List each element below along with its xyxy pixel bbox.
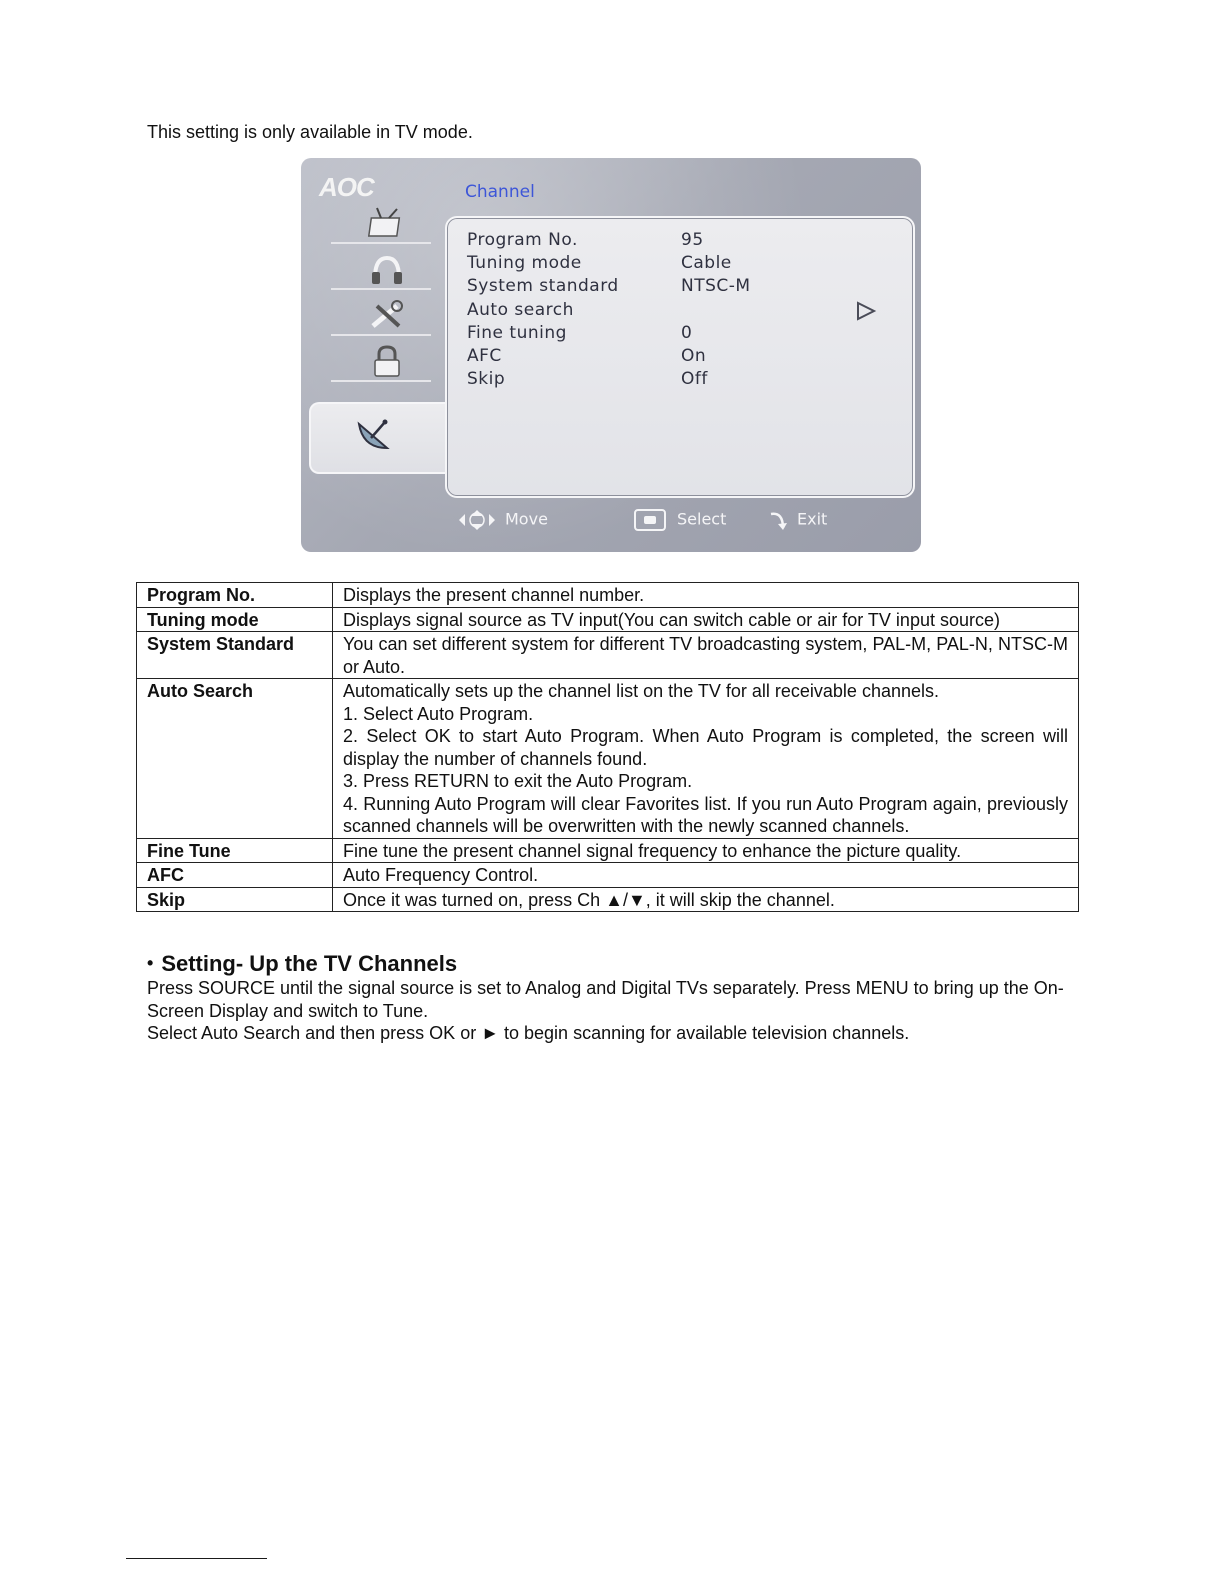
lock-icon <box>367 344 407 378</box>
term-cell: Skip <box>137 887 333 912</box>
side-tab-channel-selected[interactable] <box>309 402 461 474</box>
table-row <box>137 679 1079 839</box>
term-cell: System Standard <box>137 632 333 679</box>
settings-description-table <box>136 582 1079 912</box>
side-tab-sound[interactable] <box>331 248 431 290</box>
definition-cell: Displays the present channel number. <box>333 583 1079 608</box>
term-cell: Tuning mode <box>137 607 333 632</box>
term-cell: AFC <box>137 863 333 888</box>
osd-menu-title: Channel <box>465 182 535 202</box>
move-arrows-icon <box>457 508 497 532</box>
intro-text: This setting is only available in TV mode. <box>147 122 473 142</box>
footer-divider <box>126 1558 267 1559</box>
definition-cell: You can set different system for different TV broadcasting system, PAL-M, PAL-N, NTSC-M or Auto. <box>333 632 1079 679</box>
ok-button-icon <box>633 508 669 532</box>
table-row <box>137 583 1079 608</box>
definition-cell: Auto Frequency Control. <box>333 863 1079 888</box>
side-tab-picture[interactable] <box>331 202 431 244</box>
bullet: • <box>147 953 154 973</box>
hint-exit: Exit <box>767 508 827 532</box>
term-cell: Fine Tune <box>137 838 333 863</box>
side-tab-setup[interactable] <box>331 294 431 336</box>
tv-icon <box>367 206 407 240</box>
term-cell: Auto Search <box>137 679 333 839</box>
section-paragraph-1: Press SOURCE until the signal source is set to Analog and Digital TVs separately. Press MENU to bring up the On-Screen Display and switch to Tune. <box>147 978 1064 1021</box>
osd-screenshot <box>301 158 921 552</box>
section-paragraph-2: Select Auto Search and then press OK or ► to begin scanning for available television channels. <box>147 1023 910 1043</box>
table-row <box>137 607 1079 632</box>
return-arrow-icon <box>767 508 789 532</box>
satellite-dish-icon <box>353 416 393 456</box>
table-row <box>137 632 1079 679</box>
hint-move: Move <box>457 508 548 532</box>
headphones-icon <box>367 252 407 286</box>
table-row <box>137 863 1079 888</box>
definition-cell: Automatically sets up the channel list on the TV for all receivable channels. 1. Select Auto Program. 2. Select OK to start Auto Program. When Auto Program is completed, the screen will display the number of channels found. 3. Press RETURN to exit the Auto Program. 4. Running Auto Program will clear Favorites list. If you run Auto Program again, previously scanned channels will be overwritten with the newly scanned channels. <box>333 679 1079 839</box>
section-heading: • Setting- Up the TV Channels <box>147 951 458 976</box>
definition-cell: Fine tune the present channel signal frequency to enhance the picture quality. <box>333 838 1079 863</box>
table-row <box>137 838 1079 863</box>
aoc-logo: AOC <box>319 172 374 202</box>
definition-cell: Once it was turned on, press Ch ▲/▼, it will skip the channel. <box>333 887 1079 912</box>
tools-icon <box>367 298 407 332</box>
play-arrow-icon[interactable] <box>855 300 877 322</box>
side-tab-lock[interactable] <box>331 340 431 382</box>
hint-select: Select <box>633 508 726 532</box>
table-row <box>137 887 1079 912</box>
osd-settings-panel: Program No. 95 Tuning mode Cable System standard NTSC-M Auto search Fine tuning 0 AFC On Skip Off <box>445 216 915 498</box>
term-cell: Program No. <box>137 583 333 608</box>
definition-cell: Displays signal source as TV input(You can switch cable or air for TV input source) <box>333 607 1079 632</box>
